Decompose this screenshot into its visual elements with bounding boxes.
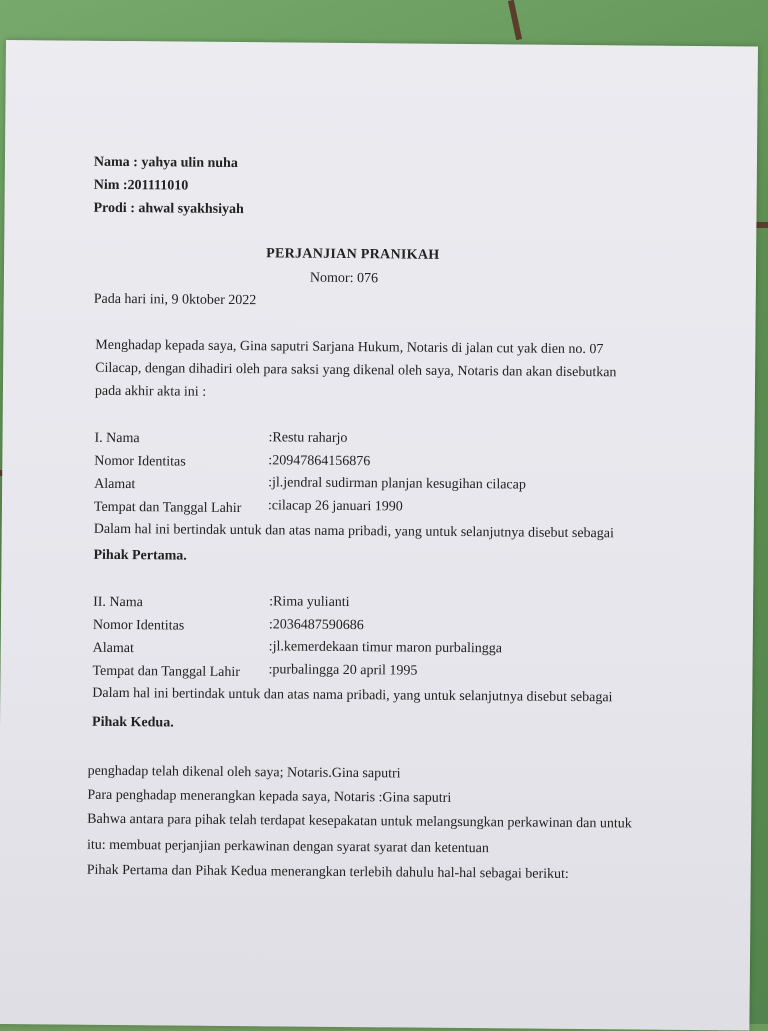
party1-birth-value: :cilacap 26 januari 1990	[267, 498, 403, 515]
closing-line: penghadap telah dikenal oleh saya; Notaris.Gina saputri	[87, 763, 401, 782]
date-line: Pada hari ini, 9 0ktober 2022	[93, 291, 257, 309]
student-nim: Nim :201111010	[93, 177, 189, 194]
party1-id-label: Nomor Identitas	[94, 453, 186, 470]
party1-role: Pihak Pertama.	[93, 547, 187, 564]
document-paper	[0, 40, 758, 1031]
party1-birth-label: Tempat dan Tanggal Lahir	[93, 499, 242, 517]
closing-line: itu: membuat perjanjian perkawinan dengan syarat syarat dan ketentuan	[86, 837, 489, 857]
party1-address-label: Alamat	[94, 476, 136, 493]
intro-line: Menghadap kepada saya, Gina saputri Sarjana Hukum, Notaris di jalan cut yak dien no. 07	[95, 337, 604, 358]
document-title: PERJANJIAN PRANIKAH	[266, 246, 440, 263]
party2-role: Pihak Kedua.	[91, 714, 174, 731]
document-number: Nomor: 076	[309, 270, 379, 287]
party2-id-value: :2036487590686	[268, 617, 364, 634]
student-name: Nama : yahya ulin nuha	[93, 154, 238, 172]
party1-address-value: :jl.jendral sudirman planjan kesugihan cilacap	[268, 475, 526, 493]
closing-line: Pihak Pertama dan Pihak Kedua menerangkan terlebih dahulu hal-hal sebagai berikut:	[86, 862, 569, 882]
party2-address-label: Alamat	[92, 640, 134, 657]
party2-name-label: II. Nama	[93, 594, 143, 611]
party2-statement: Dalam hal ini bertindak untuk dan atas nama pribadi, yang untuk selanjutnya disebut sebagai	[92, 685, 613, 706]
party2-address-value: :jl.kemerdekaan timur maron purbalingga	[268, 639, 503, 657]
party2-birth-label: Tempat dan Tanggal Lahir	[92, 663, 241, 681]
student-prodi: Prodi : ahwal syakhsiyah	[93, 200, 244, 218]
closing-line: Bahwa antara para pihak telah terdapat kesepakatan untuk melangsungkan perkawinan dan untuk	[87, 811, 632, 832]
closing-line: Para penghadap menerangkan kepada saya, Notaris :Gina saputri	[87, 787, 452, 806]
party2-name-value: :Rima yulianti	[269, 594, 350, 611]
party1-id-value: :20947864156876	[268, 453, 371, 470]
party2-id-label: Nomor Identitas	[92, 617, 185, 634]
party1-statement: Dalam hal ini bertindak untuk dan atas nama pribadi, yang untuk selanjutnya disebut sebagai	[93, 521, 614, 542]
intro-line: Cilacap, dengan dihadiri oleh para saksi yang dikenal oleh saya, Notaris dan akan disebutkan	[95, 360, 617, 381]
intro-line: pada akhir akta ini :	[94, 383, 207, 400]
party2-birth-value: :purbalingga 20 april 1995	[268, 662, 418, 679]
party1-name-label: I. Nama	[94, 430, 140, 447]
party1-name-value: :Restu raharjo	[268, 430, 348, 446]
